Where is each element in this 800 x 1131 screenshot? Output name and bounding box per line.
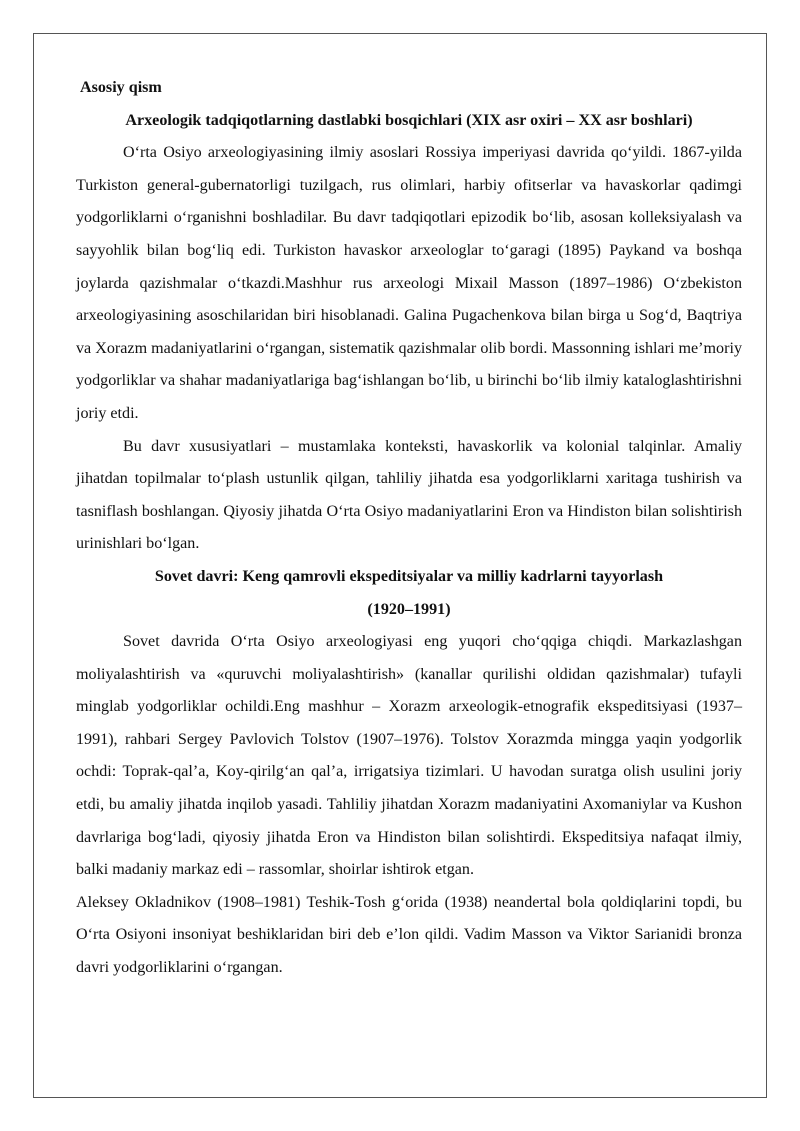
paragraph-okladnikov: Aleksey Okladnikov (1908–1981) Teshik-Tosh g‘orida (1938) neandertal bola qoldiqlarini topdi, bu O‘rta Osiyoni insoniyat beshiklaridan biri deb e’lon qildi. Vadim Masson va Viktor Sarianidi bronza davri yodgorliklarini o‘rgangan. — [76, 893, 742, 977]
heading-soviet-period: Sovet davri: Keng qamrovli ekspeditsiyalar va milliy kadrlarni tayyorlash — [154, 567, 664, 585]
paragraph-early-stages: O‘rta Osiyo arxeologiyasining ilmiy asoslari Rossiya imperiyasi davrida qo‘yildi. 1867-yilda Turkiston general-gubernatorligi tuzilgach, rus olimlari, harbiy ofitserlar va havaskorlar qadimgi yodgorliklarni o‘rganishni boshladilar. Bu davr tadqiqotlari epizodik bo‘lib, asosan kolleksiyalash va sayyohlik bilan bog‘liq edi. Turkiston havaskor arxeologlar to‘garagi (1895) Paykand va boshqa joylarda qazishmalar o‘tkazdi.Mashhur rus arxeologi Mixail Masson (1897–1986) O‘zbekiston arxeologiyasining asoschilaridan biri hisoblanadi. Galina Pugachenkova bilan birga u Sog‘d, Baqtriya va Xorazm madaniyatlarini o‘rgangan, sistematik qazishmalar olib bordi. Massonning ishlari me’moriy yodgorliklar va shahar madaniyatlariga bag‘ishlangan bo‘lib, u birinchi bo‘lib ilmiy kataloglashtirishni joriy etdi. — [76, 144, 742, 422]
document-body — [76, 72, 742, 985]
heading-early-stages: Arxeologik tadqiqotlarning dastlabki bosqichlari (XIX asr oxiri – XX asr boshlari) — [125, 111, 693, 129]
paragraph-period-features: Bu davr xususiyatlari – mustamlaka konteksti, havaskorlik va kolonial talqinlar. Amaliy jihatdan topilmalar to‘plash ustunlik qilgan, tahliliy jihatda esa yodgorliklarni xaritaga tushirish va tasniflash boshlangan. Qiyosiy jihatda O‘rta Osiyo madaniyatlarini Eron va Hindiston bilan solishtirish urinishlari bo‘lgan. — [76, 437, 742, 553]
section-title: Asosiy qism — [80, 79, 162, 96]
paragraph-soviet-period: Sovet davrida O‘rta Osiyo arxeologiyasi eng yuqori cho‘qqiga chiqdi. Markazlashgan moliyalashtirish va «quruvchi moliyalashtirish» (kanallar qurilishi oldidan qazishmalar) tufayli minglab yodgorliklar ochildi.Eng mashhur – Xorazm arxeologik-etnografik ekspeditsiyasi (1937–1991), rahbari Sergey Pavlovich Tolstov (1907–1976). Tolstov Xorazmda mingga yaqin yodgorlik ochdi: Toprak-qal’a, Koy-qirilg‘an qal’a, irrigatsiya tizimlari. U havodan suratga olish usulini joriy etdi, bu amaliy jihatda inqilob yasadi. Tahliliy jihatdan Xorazm madaniyatini Axomaniylar va Kushon davrlariga bog‘ladi, qiyosiy jihatda Eron va Hindiston bilan solishtirdi. Ekspeditsiya nafaqat ilmiy, balki madaniy markaz edi – rassomlar, shoirlar ishtirok etgan. — [76, 633, 742, 879]
heading-soviet-period-years: (1920–1991) — [367, 600, 451, 618]
